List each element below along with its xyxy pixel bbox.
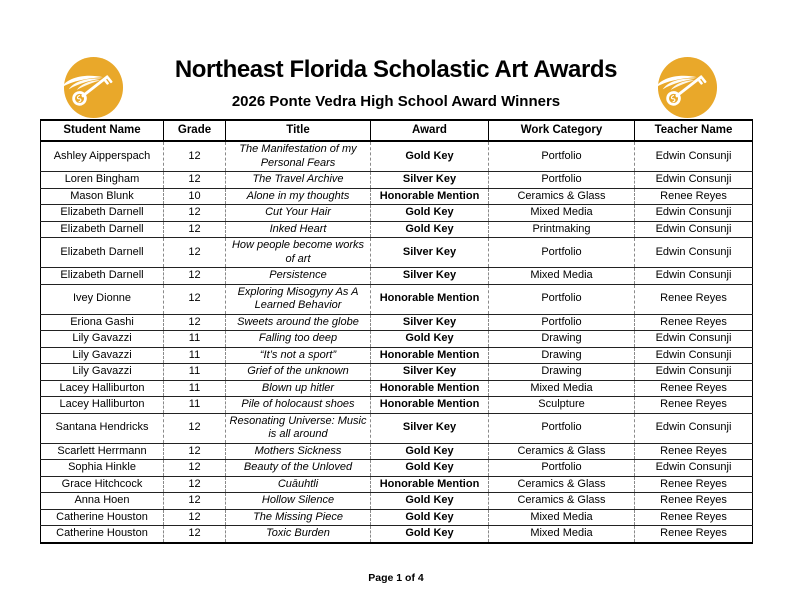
cell-title: Grief of the unknown	[226, 364, 371, 381]
cell-work-category: Portfolio	[489, 460, 635, 477]
cell-award: Silver Key	[371, 238, 489, 268]
cell-grade: 12	[164, 205, 226, 222]
cell-student-name: Ivey Dionne	[41, 284, 164, 314]
table-row	[41, 347, 753, 364]
cell-work-category: Printmaking	[489, 221, 635, 238]
cell-title: Pile of holocaust shoes	[226, 397, 371, 414]
cell-award: Gold Key	[371, 509, 489, 526]
page-footer: Page 1 of 4	[368, 572, 424, 584]
cell-work-category: Mixed Media	[489, 380, 635, 397]
cell-student-name: Grace Hitchcock	[41, 476, 164, 493]
cell-work-category: Portfolio	[489, 172, 635, 189]
cell-award: Honorable Mention	[371, 476, 489, 493]
cell-work-category: Mixed Media	[489, 509, 635, 526]
column-header-work-category: Work Category	[489, 120, 635, 141]
cell-teacher-name: Renee Reyes	[635, 476, 753, 493]
cell-student-name: Anna Hoen	[41, 493, 164, 510]
cell-work-category: Portfolio	[489, 413, 635, 443]
cell-teacher-name: Renee Reyes	[635, 443, 753, 460]
table-row	[41, 443, 753, 460]
cell-work-category: Ceramics & Glass	[489, 476, 635, 493]
cell-grade: 12	[164, 443, 226, 460]
cell-work-category: Mixed Media	[489, 268, 635, 285]
cell-award: Silver Key	[371, 172, 489, 189]
table-row	[41, 460, 753, 477]
cell-teacher-name: Edwin Consunji	[635, 347, 753, 364]
cell-student-name: Eriona Gashi	[41, 314, 164, 331]
cell-title: “It’s not a sport”	[226, 347, 371, 364]
cell-title: Falling too deep	[226, 331, 371, 348]
cell-teacher-name: Renee Reyes	[635, 509, 753, 526]
table-row	[41, 476, 753, 493]
awards-table-body	[41, 141, 753, 543]
page-title: Northeast Florida Scholastic Art Awards	[174, 56, 618, 83]
page-subtitle: 2026 Ponte Vedra High School Award Winners	[231, 93, 561, 110]
cell-teacher-name: Renee Reyes	[635, 397, 753, 414]
cell-grade: 11	[164, 380, 226, 397]
cell-grade: 12	[164, 509, 226, 526]
cell-award: Silver Key	[371, 314, 489, 331]
cell-work-category: Portfolio	[489, 314, 635, 331]
cell-grade: 11	[164, 397, 226, 414]
scholastic-logo-left	[62, 56, 125, 119]
cell-award: Gold Key	[371, 460, 489, 477]
cell-student-name: Lily Gavazzi	[41, 364, 164, 381]
table-row	[41, 413, 753, 443]
column-header-title: Title	[226, 120, 371, 141]
table-row	[41, 141, 753, 172]
table-row	[41, 526, 753, 543]
table-row	[41, 380, 753, 397]
cell-award: Gold Key	[371, 493, 489, 510]
cell-title: Resonating Universe: Music is all around	[226, 413, 371, 443]
cell-teacher-name: Renee Reyes	[635, 188, 753, 205]
cell-title: Cut Your Hair	[226, 205, 371, 222]
table-row	[41, 314, 753, 331]
cell-work-category: Mixed Media	[489, 205, 635, 222]
cell-student-name: Catherine Houston	[41, 526, 164, 543]
cell-award: Gold Key	[371, 331, 489, 348]
cell-student-name: Elizabeth Darnell	[41, 268, 164, 285]
table-row	[41, 331, 753, 348]
cell-title: Cuāuhtli	[226, 476, 371, 493]
cell-work-category: Drawing	[489, 331, 635, 348]
scholastic-winged-key-icon	[656, 56, 719, 119]
cell-award: Gold Key	[371, 443, 489, 460]
cell-grade: 12	[164, 238, 226, 268]
scholastic-logo-right	[656, 56, 719, 119]
table-row	[41, 205, 753, 222]
cell-work-category: Mixed Media	[489, 526, 635, 543]
cell-title: Alone in my thoughts	[226, 188, 371, 205]
cell-award: Honorable Mention	[371, 380, 489, 397]
cell-title: The Missing Piece	[226, 509, 371, 526]
cell-award: Gold Key	[371, 221, 489, 238]
cell-grade: 11	[164, 347, 226, 364]
cell-title: Persistence	[226, 268, 371, 285]
cell-student-name: Catherine Houston	[41, 509, 164, 526]
cell-award: Honorable Mention	[371, 347, 489, 364]
cell-award: Honorable Mention	[371, 284, 489, 314]
cell-grade: 12	[164, 476, 226, 493]
cell-grade: 12	[164, 314, 226, 331]
cell-student-name: Lacey Halliburton	[41, 380, 164, 397]
cell-student-name: Elizabeth Darnell	[41, 221, 164, 238]
cell-award: Gold Key	[371, 526, 489, 543]
table-row	[41, 221, 753, 238]
cell-teacher-name: Edwin Consunji	[635, 238, 753, 268]
cell-grade: 10	[164, 188, 226, 205]
cell-student-name: Scarlett Herrmann	[41, 443, 164, 460]
table-header-row	[41, 120, 753, 141]
cell-teacher-name: Renee Reyes	[635, 284, 753, 314]
cell-title: How people become works of art	[226, 238, 371, 268]
table-row	[41, 268, 753, 285]
cell-grade: 12	[164, 526, 226, 543]
cell-award: Honorable Mention	[371, 397, 489, 414]
cell-student-name: Sophia Hinkle	[41, 460, 164, 477]
cell-grade: 12	[164, 268, 226, 285]
cell-title: Exploring Misogyny As A Learned Behavior	[226, 284, 371, 314]
table-row	[41, 172, 753, 189]
cell-teacher-name: Edwin Consunji	[635, 364, 753, 381]
cell-teacher-name: Edwin Consunji	[635, 460, 753, 477]
cell-work-category: Ceramics & Glass	[489, 188, 635, 205]
cell-title: The Travel Archive	[226, 172, 371, 189]
cell-teacher-name: Renee Reyes	[635, 493, 753, 510]
column-header-award: Award	[371, 120, 489, 141]
table-row	[41, 509, 753, 526]
cell-grade: 12	[164, 493, 226, 510]
cell-grade: 12	[164, 172, 226, 189]
cell-work-category: Ceramics & Glass	[489, 493, 635, 510]
scholastic-winged-key-icon	[62, 56, 125, 119]
cell-work-category: Drawing	[489, 364, 635, 381]
cell-title: Beauty of the Unloved	[226, 460, 371, 477]
cell-teacher-name: Renee Reyes	[635, 314, 753, 331]
cell-teacher-name: Edwin Consunji	[635, 172, 753, 189]
cell-student-name: Ashley Aipperspach	[41, 141, 164, 172]
cell-grade: 12	[164, 460, 226, 477]
table-row	[41, 397, 753, 414]
table-row	[41, 493, 753, 510]
cell-award: Honorable Mention	[371, 188, 489, 205]
cell-student-name: Santana Hendricks	[41, 413, 164, 443]
cell-award: Silver Key	[371, 268, 489, 285]
table-row	[41, 364, 753, 381]
cell-teacher-name: Edwin Consunji	[635, 413, 753, 443]
cell-grade: 12	[164, 221, 226, 238]
cell-student-name: Lily Gavazzi	[41, 347, 164, 364]
cell-title: Inked Heart	[226, 221, 371, 238]
cell-student-name: Loren Bingham	[41, 172, 164, 189]
column-header-grade: Grade	[164, 120, 226, 141]
cell-student-name: Mason Blunk	[41, 188, 164, 205]
cell-title: Mothers Sickness	[226, 443, 371, 460]
cell-teacher-name: Edwin Consunji	[635, 331, 753, 348]
cell-title: Hollow Silence	[226, 493, 371, 510]
cell-teacher-name: Renee Reyes	[635, 526, 753, 543]
cell-teacher-name: Edwin Consunji	[635, 268, 753, 285]
cell-grade: 12	[164, 141, 226, 172]
cell-student-name: Elizabeth Darnell	[41, 205, 164, 222]
cell-work-category: Portfolio	[489, 141, 635, 172]
column-header-teacher-name: Teacher Name	[635, 120, 753, 141]
cell-work-category: Drawing	[489, 347, 635, 364]
cell-award: Gold Key	[371, 141, 489, 172]
cell-work-category: Portfolio	[489, 284, 635, 314]
cell-grade: 11	[164, 364, 226, 381]
cell-grade: 12	[164, 284, 226, 314]
cell-title: Blown up hitler	[226, 380, 371, 397]
cell-teacher-name: Edwin Consunji	[635, 141, 753, 172]
cell-title: Sweets around the globe	[226, 314, 371, 331]
table-row	[41, 188, 753, 205]
cell-teacher-name: Edwin Consunji	[635, 221, 753, 238]
cell-grade: 11	[164, 331, 226, 348]
cell-teacher-name: Edwin Consunji	[635, 205, 753, 222]
cell-teacher-name: Renee Reyes	[635, 380, 753, 397]
cell-award: Silver Key	[371, 413, 489, 443]
column-header-student-name: Student Name	[41, 120, 164, 141]
cell-grade: 12	[164, 413, 226, 443]
cell-work-category: Sculpture	[489, 397, 635, 414]
header-title-block	[130, 56, 662, 111]
cell-title: The Manifestation of my Personal Fears	[226, 141, 371, 172]
table-row	[41, 284, 753, 314]
cell-student-name: Lily Gavazzi	[41, 331, 164, 348]
cell-award: Gold Key	[371, 205, 489, 222]
cell-student-name: Lacey Halliburton	[41, 397, 164, 414]
cell-work-category: Portfolio	[489, 238, 635, 268]
awards-table	[40, 119, 753, 544]
cell-award: Silver Key	[371, 364, 489, 381]
cell-work-category: Ceramics & Glass	[489, 443, 635, 460]
table-row	[41, 238, 753, 268]
cell-student-name: Elizabeth Darnell	[41, 238, 164, 268]
cell-title: Toxic Burden	[226, 526, 371, 543]
